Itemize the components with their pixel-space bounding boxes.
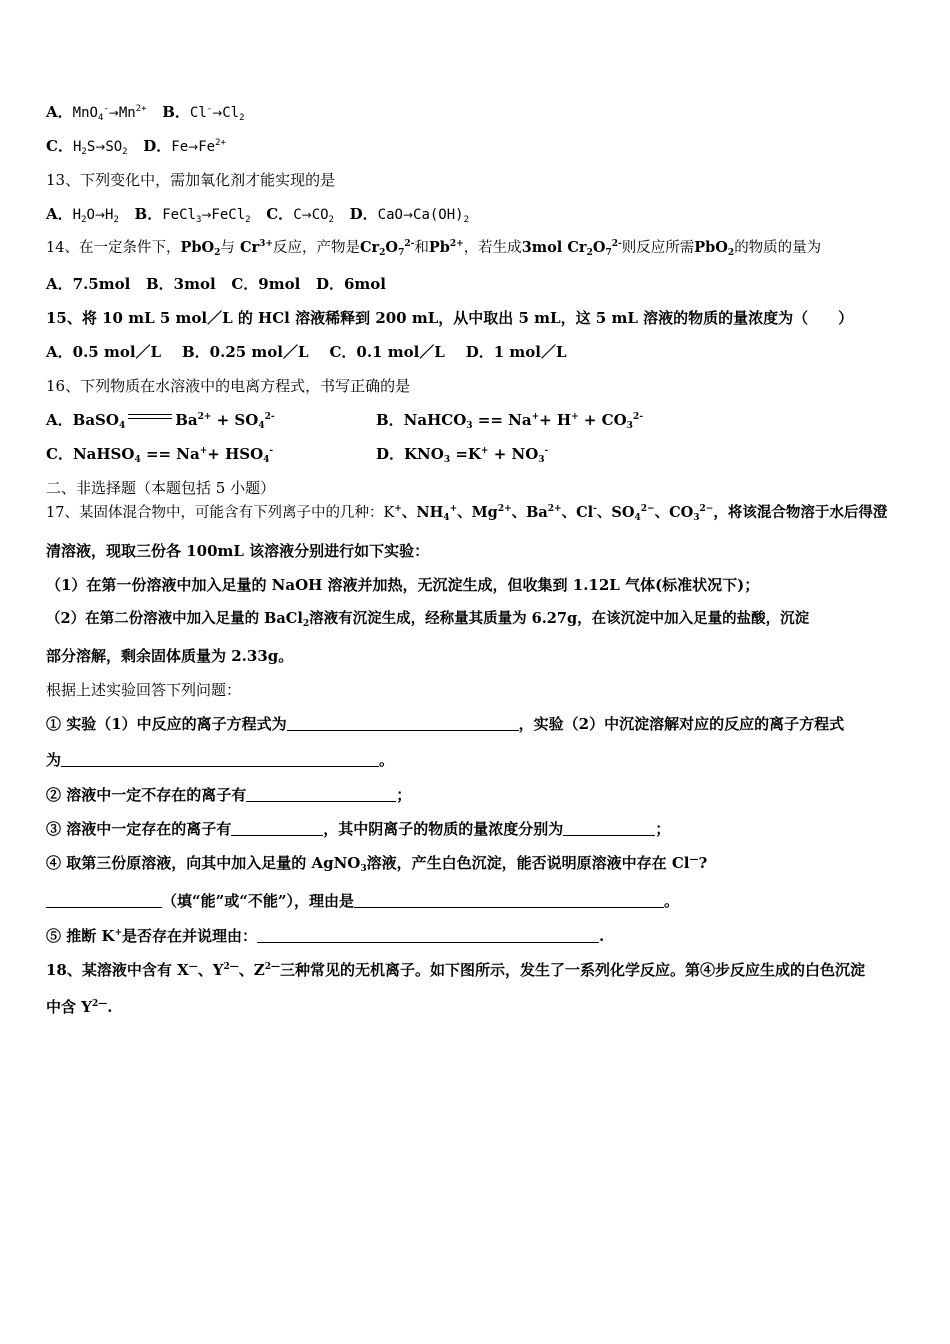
- q14-stem: 14、在一定条件下，PbO$_2$与 $Cr^{3+}$反应，产物是$Cr_2O_7^{2-}$和$Pb^{2+}$，若生成3mol $Cr_2O_7^{2-}$则反应所需PbO$_2$的物质的量为: [46, 239, 822, 258]
- q17-experiment-2: （2）在第二份溶液中加入足量的 BaCl$_2$溶液有沉淀生成，经称量其质量为 6.27g，在该沉淀中加入足量的盐酸，沉淀: [46, 610, 810, 629]
- q14-options: A．7.5mol B．3mol C．9mol D．6mol: [46, 275, 387, 293]
- answer-blank-2[interactable]: [61, 751, 379, 767]
- q15-stem: 15、将 10 mL 5 mol／L 的 HCl 溶液稀释到 200 mL，从中取出 5 mL，这 5 mL 溶液的物质的量浓度为（ ）: [46, 309, 854, 327]
- answer-blank-4[interactable]: [231, 820, 323, 836]
- q12-options-ab: A．$MnO_4^-\to Mn^{2+}$ B．$Cl^-\to Cl_2$: [46, 103, 245, 123]
- q17-sub-1-cont: 为 。: [46, 751, 395, 769]
- q17-experiment-2-cont: 部分溶解，剩余固体质量为 2.33g。: [46, 647, 294, 665]
- answer-blank-3[interactable]: [246, 786, 396, 802]
- q16-option-d: D．$KNO_3 =K^+ + NO_3^-$: [376, 445, 549, 465]
- q13-stem: 13、下列变化中，需加氧化剂才能实现的是: [46, 171, 336, 189]
- answer-blank-1[interactable]: [287, 715, 519, 731]
- q16-option-b: B．NaHCO$_3$ == $Na^++ H^+ + CO_3^{2-}$: [376, 411, 643, 431]
- q12-options-cd: C．$H_2S\to SO_2$ D．$Fe\to Fe^{2+}$: [46, 137, 226, 157]
- q17-sub-4: ④ 取第三份原溶液，向其中加入足量的 AgNO$_3$溶液，产生白色沉淀，能否说明原溶液中存在 Cl—?: [46, 854, 708, 874]
- section-heading: 二、非选择题（本题包括 5 小题）: [46, 479, 276, 497]
- q16-stem: 16、下列物质在水溶液中的电离方程式，书写正确的是: [46, 377, 411, 395]
- q18-line-1: 18、某溶液中含有 X—、$Y^{2—}$、$Z^{2—}$三种常见的无机离子。如下图所示，发生了一系列化学反应。第④步反应生成的白色沉淀: [46, 961, 865, 979]
- q17-line-1: 17、某固体混合物中，可能含有下列离子中的几种：K+、$NH_4^+$、$Mg^{2+}$、$Ba^{2+}$、Cl-、$SO_4^{2-}$、$CO_3^{2-}$，将该混合物溶于水后得澄: [46, 504, 888, 523]
- q17-sub-1: ① 实验（1）中反应的离子方程式为 ，实验（2）中沉淀溶解对应的反应的离子方程式: [46, 715, 845, 733]
- q17-sub-4-cont: （填“能”或“不能”），理由是 。: [46, 891, 679, 911]
- q18-line-2: 中含 $Y^{2—}$.: [46, 998, 113, 1016]
- q16-option-c: C．NaHSO$_4$ == $Na^++ HSO_4^-$: [46, 445, 274, 465]
- q17-line-2: 清溶液，现取三份各 100mL 该溶液分别进行如下实验：: [46, 542, 430, 560]
- answer-blank-7[interactable]: [354, 892, 664, 908]
- q17-sub-5: ⑤ 推断 K+是否存在并说理由： .: [46, 927, 605, 945]
- q13-options: A．$H_2O\to H_2$ B．FeCl$_3$→FeCl$_2$ C．$C\to CO_2$ D．$CaO\to Ca(OH)_2$: [46, 205, 470, 225]
- q16-option-a: A．BaSO$_4$ $Ba^{2+} + SO_4^{2-}$: [46, 411, 275, 431]
- q17-sub-3: ③ 溶液中一定存在的离子有 ，其中阴离子的物质的量浓度分别为 ；: [46, 820, 671, 838]
- q17-instructions: 根据上述实验回答下列问题：: [46, 681, 242, 699]
- q17-sub-2: ② 溶液中一定不存在的离子有 ；: [46, 786, 412, 804]
- answer-blank-8[interactable]: [257, 927, 599, 943]
- reversible-sign: [128, 414, 172, 422]
- q15-options: A．0.5 mol／L B．0.25 mol／L C．0.1 mol／L D．1 mol／L: [46, 343, 567, 361]
- answer-blank-6[interactable]: [46, 892, 162, 908]
- answer-blank-5[interactable]: [563, 820, 655, 836]
- q17-experiment-1: （1）在第一份溶液中加入足量的 NaOH 溶液并加热，无沉淀生成，但收集到 1.12L 气体(标准状况下)；: [46, 576, 760, 594]
